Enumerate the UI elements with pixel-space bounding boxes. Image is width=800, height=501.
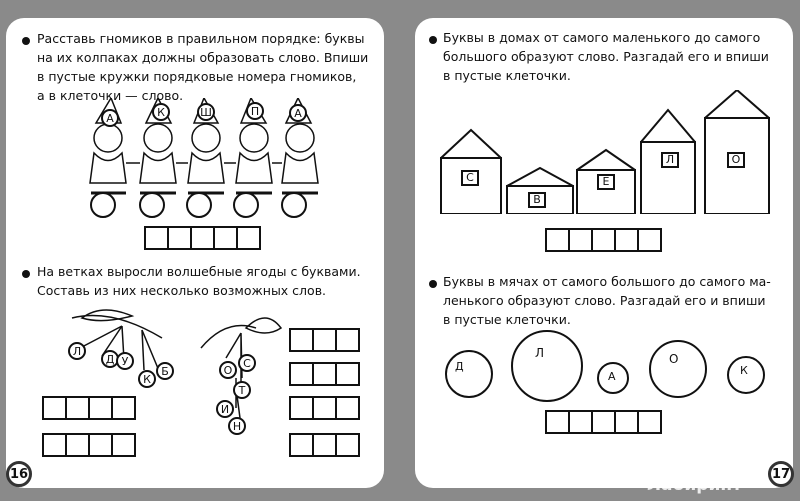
word-cell[interactable] bbox=[335, 362, 360, 386]
hat-letter-circle: К bbox=[152, 103, 170, 121]
berry: У bbox=[116, 352, 134, 370]
page-number-right: 17 bbox=[768, 461, 794, 487]
word-cell[interactable] bbox=[88, 396, 113, 420]
word-cell[interactable] bbox=[289, 362, 314, 386]
word-cell[interactable] bbox=[289, 433, 314, 457]
berry: О bbox=[219, 361, 237, 379]
word-cell[interactable] bbox=[312, 328, 337, 352]
berry: Н bbox=[228, 417, 246, 435]
right-page bbox=[415, 18, 793, 488]
berry: И bbox=[216, 400, 234, 418]
ball: А bbox=[597, 362, 629, 394]
word-cell[interactable] bbox=[111, 433, 136, 457]
word-cell[interactable] bbox=[637, 410, 662, 434]
berry: Л bbox=[68, 342, 86, 360]
bullet bbox=[22, 37, 30, 45]
house-window: Л bbox=[661, 152, 679, 168]
house-window: Е bbox=[597, 174, 615, 190]
gnome-number-circle[interactable] bbox=[233, 192, 259, 218]
word-cell[interactable] bbox=[42, 396, 67, 420]
word-cell[interactable] bbox=[545, 410, 570, 434]
word-cell[interactable] bbox=[42, 433, 67, 457]
word-cell[interactable] bbox=[545, 228, 570, 252]
word-cell[interactable] bbox=[614, 228, 639, 252]
berry: Т bbox=[233, 381, 251, 399]
ball: Д bbox=[445, 350, 493, 398]
word-cell[interactable] bbox=[236, 226, 261, 250]
ball: О bbox=[649, 340, 707, 398]
balls-task-text: Буквы в мячах от самого большого до самого ма- ленького образуют слово. Разгадай его и впиши в пустые клеточки. bbox=[443, 274, 771, 327]
word-cell[interactable] bbox=[335, 396, 360, 420]
houses-task-text: Буквы в домах от самого маленького до самого большого образуют слово. Разгадай его и впиши в пустые клеточки. bbox=[443, 30, 769, 83]
word-cell[interactable] bbox=[591, 410, 616, 434]
word-cell[interactable] bbox=[65, 433, 90, 457]
word-cell[interactable] bbox=[111, 396, 136, 420]
word-cell[interactable] bbox=[289, 328, 314, 352]
bullet bbox=[429, 36, 437, 44]
gnome-number-circle[interactable] bbox=[186, 192, 212, 218]
page-number-left: 16 bbox=[6, 461, 32, 487]
hat-letter-circle: А bbox=[101, 109, 119, 127]
berry: Д bbox=[101, 350, 119, 368]
word-cell[interactable] bbox=[190, 226, 215, 250]
word-cell[interactable] bbox=[312, 396, 337, 420]
word-cell[interactable] bbox=[213, 226, 238, 250]
word-cell[interactable] bbox=[144, 226, 169, 250]
berry: Б bbox=[156, 362, 174, 380]
word-cell[interactable] bbox=[88, 433, 113, 457]
left-page bbox=[6, 18, 384, 488]
word-cell[interactable] bbox=[167, 226, 192, 250]
word-cell[interactable] bbox=[568, 228, 593, 252]
word-cell[interactable] bbox=[335, 328, 360, 352]
gnomes-task-text: Расставь гномиков в правильном порядке: буквы на их колпаках должны образовать слово. Впиши в пустые кружки порядковые номера гномиков, а в клеточки — слово. bbox=[37, 31, 369, 103]
word-cell[interactable] bbox=[65, 396, 90, 420]
word-cell[interactable] bbox=[614, 410, 639, 434]
house-window: С bbox=[461, 170, 479, 186]
hat-letter-circle: П bbox=[246, 102, 264, 120]
berries-task-text: На ветках выросли волшебные ягоды с буквами. Составь из них несколько возможных слов. bbox=[37, 264, 361, 298]
word-cell[interactable] bbox=[591, 228, 616, 252]
word-cell[interactable] bbox=[312, 362, 337, 386]
bullet bbox=[22, 270, 30, 278]
berry: К bbox=[138, 370, 156, 388]
word-cell[interactable] bbox=[568, 410, 593, 434]
word-cell[interactable] bbox=[637, 228, 662, 252]
gnome-number-circle[interactable] bbox=[281, 192, 307, 218]
word-cell[interactable] bbox=[312, 433, 337, 457]
gnome-number-circle[interactable] bbox=[90, 192, 116, 218]
bullet bbox=[429, 280, 437, 288]
gnome-number-circle[interactable] bbox=[139, 192, 165, 218]
hat-letter-circle: А bbox=[289, 104, 307, 122]
house-window: В bbox=[528, 192, 546, 208]
ball: К bbox=[727, 356, 765, 394]
house-window: О bbox=[727, 152, 745, 168]
berry: С bbox=[238, 354, 256, 372]
hat-letter-circle: Ш bbox=[197, 103, 215, 121]
word-cell[interactable] bbox=[335, 433, 360, 457]
ball: Л bbox=[511, 330, 583, 402]
gnome-word-cells bbox=[144, 226, 260, 250]
word-cell[interactable] bbox=[289, 396, 314, 420]
watermark: Лабиринт bbox=[646, 475, 742, 495]
